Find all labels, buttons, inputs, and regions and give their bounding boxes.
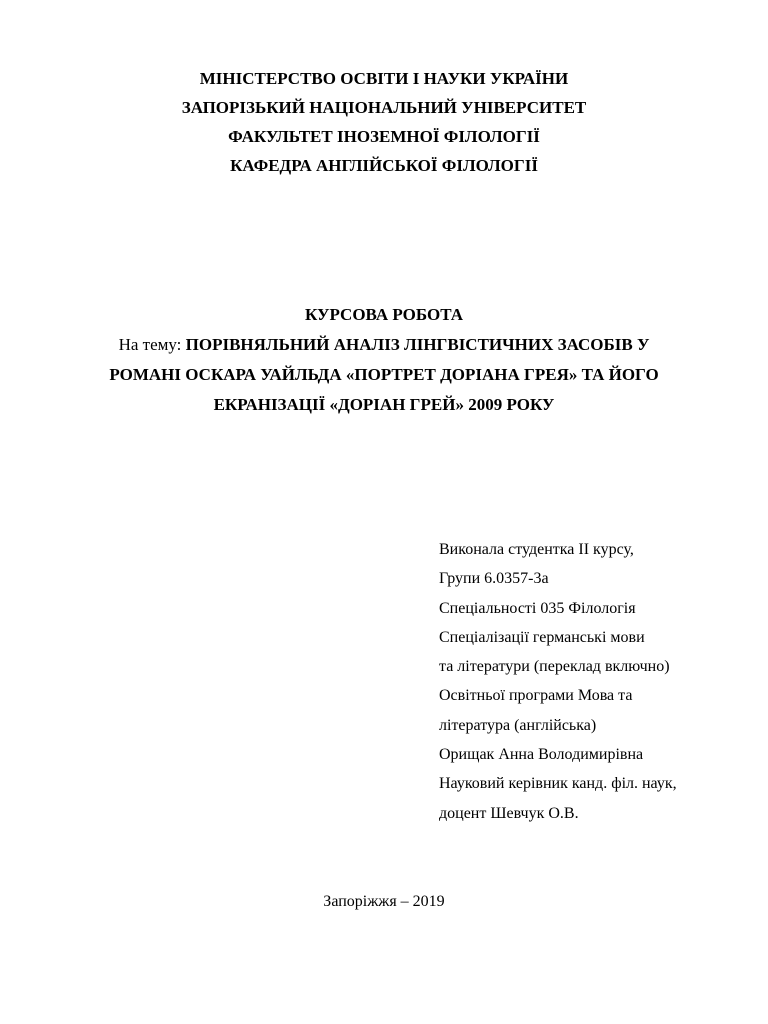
- ministry-line: МІНІСТЕРСТВО ОСВІТИ І НАУКИ УКРАЇНИ: [199, 69, 569, 88]
- institution-header: [0, 64, 768, 180]
- topic-text-1: ПОРІВНЯЛЬНИЙ АНАЛІЗ ЛІНГВІСТИЧНИХ ЗАСОБІВ У: [185, 335, 650, 354]
- supervisor-name: доцент Шевчук О.В.: [439, 804, 579, 822]
- supervisor-title: Науковий керівник канд. філ. наук,: [439, 775, 677, 793]
- university-line: ЗАПОРІЗЬКИЙ НАЦІОНАЛЬНИЙ УНІВЕРСИТЕТ: [181, 98, 587, 117]
- author-info-block: [439, 535, 759, 828]
- topic-line-1: [0, 330, 768, 360]
- student-name: Орищак Анна Володимирівна: [439, 746, 644, 764]
- work-type: КУРСОВА РОБОТА: [305, 305, 463, 324]
- specialization-continued: та літератури (переклад включно): [439, 658, 670, 676]
- specialty: Спеціальності 035 Філологія: [439, 599, 636, 617]
- work-title-block: [0, 300, 768, 420]
- educational-program-continued: література (англійська): [439, 716, 597, 734]
- faculty-line: ФАКУЛЬТЕТ ІНОЗЕМНОЇ ФІЛОЛОГІЇ: [228, 127, 540, 146]
- educational-program: Освітньої програми Мова та: [439, 687, 633, 705]
- student-course: Виконала студентка ІІ курсу,: [439, 541, 634, 558]
- topic-prefix: На тему:: [118, 335, 186, 354]
- topic-line-3: ЕКРАНІЗАЦІЇ «ДОРІАН ГРЕЙ» 2009 РОКУ: [213, 395, 555, 414]
- student-group: Групи 6.0357-3а: [439, 570, 549, 588]
- specialization: Спеціалізації германські мови: [439, 628, 645, 646]
- city-year: Запоріжжя – 2019: [323, 893, 445, 910]
- department-line: КАФЕДРА АНГЛІЙСЬКОЇ ФІЛОЛОГІЇ: [230, 156, 538, 175]
- topic-line-2: РОМАНІ ОСКАРА УАЙЛЬДА «ПОРТРЕТ ДОРІАНА ГРЕЯ» ТА ЙОГО: [109, 365, 659, 384]
